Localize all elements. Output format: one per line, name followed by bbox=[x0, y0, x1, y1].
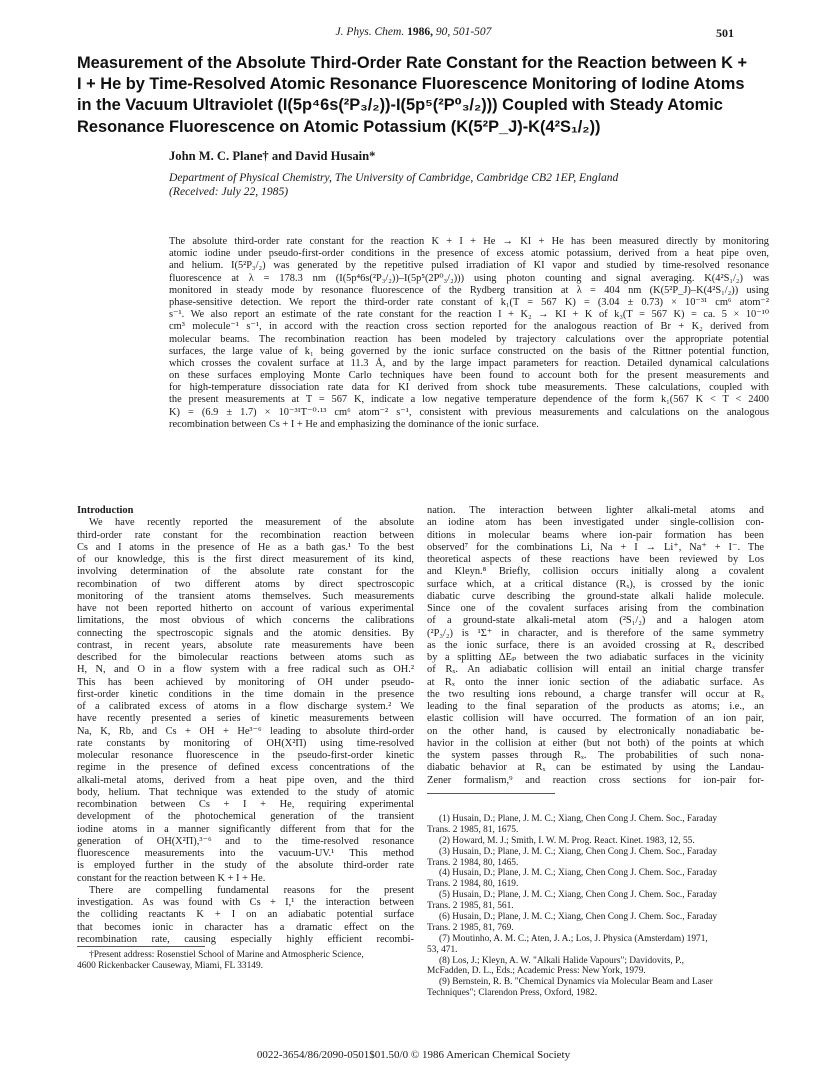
body-text-line: We have recently reported the measurement of the absolute bbox=[89, 517, 414, 529]
abstract-line: and helium. I(5²P₃/₂) was generated by the repetitive pulsed irradiation of KI vapor and studied by time-resolved resonance bbox=[169, 260, 769, 272]
body-text-line: limitations, the most obvious of which concerns the calibrations bbox=[77, 615, 414, 627]
body-text-line: have recently presented a series of kinetic measurements between bbox=[77, 713, 414, 725]
affiliation bbox=[169, 171, 769, 200]
body-text-line: recombination rate, causing especially highly efficient recombi- bbox=[77, 933, 414, 945]
body-text-line: as the ionic surface, there is an avoided crossing at Rₓ described bbox=[427, 639, 764, 651]
affiliation-line: Department of Physical Chemistry, The University of Cambridge, Cambridge CB2 1EP, England bbox=[169, 171, 619, 184]
article-title bbox=[77, 53, 767, 138]
body-text-line: have not been reported hitherto on account of various experimental bbox=[77, 603, 414, 614]
body-text-line: leading to the final separation of the products as atoms; i.e., an bbox=[427, 701, 764, 712]
body-text-line: alkali-metal atoms, derived from a heat pipe oven, and the third bbox=[77, 774, 414, 786]
references-list bbox=[427, 814, 764, 999]
abstract-line: monitored in steady mode by resonance fluorescence of the Rydberg transition at λ = 404 nm (K(5²P_J)–K(4²S₁/₂)) using bbox=[169, 284, 769, 296]
body-text-line: by a splitting ΔEₚ between the two adiabatic surfaces in the vicinity bbox=[427, 652, 764, 663]
body-text-line: iodine atoms in a manner significantly different from that for the bbox=[77, 823, 414, 835]
page-number: 501 bbox=[716, 26, 734, 40]
body-text-line: nation. The interaction between lighter alkali-metal atoms and bbox=[427, 505, 764, 516]
body-text-line: contrast, in recent years, absolute rate measurements have been bbox=[77, 639, 414, 651]
body-text-line: rate constants by monitoring of OH(X²Π) using time-resolved bbox=[77, 737, 414, 749]
body-text-line: Zener formalism,⁹ and reaction cross sections for ion-pair for- bbox=[427, 774, 764, 786]
body-text-line: of our knowledge, this is the first direct measurement of its kind, bbox=[77, 554, 414, 565]
body-text-line: diabatic behavior at Rₓ can be estimated by using the Landau- bbox=[427, 762, 764, 774]
body-text-line: development of the photochemical generation of the transient bbox=[77, 811, 414, 823]
body-text-line: is employed further in the study of the absolute third-order rate bbox=[77, 860, 414, 872]
abstract-line: The absolute third-order rate constant for the reaction K + I + He → KI + He has been measured directly by monitoring bbox=[169, 236, 769, 247]
reference-line: Trans. 2 1985, 81, 769. bbox=[427, 922, 514, 933]
body-text-line: This has been achieved by monitoring of OH under pseudo- bbox=[77, 676, 414, 688]
reference-line: (3) Husain, D.; Plane, J. M. C.; Xiang, Chen Cong J. Chem. Soc., Faraday bbox=[439, 846, 718, 857]
reference-line: (9) Bernstein, R. B. "Chemical Dynamics via Molecular Beam and Laser bbox=[439, 977, 713, 988]
body-text-line: regime in the presence of defined excess concentrations of the bbox=[77, 762, 414, 774]
body-text-line: on the other hand, is caused by electronically nonadiabatic be- bbox=[427, 725, 764, 737]
abstract bbox=[169, 236, 769, 431]
abstract-line: on these surfaces employing Monte Carlo techniques have been found to account both for the present measurements and bbox=[169, 370, 769, 382]
copyright-footer: 0022-3654/86/2090-0501$01.50/0 © 1986 American Chemical Society bbox=[256, 1049, 571, 1061]
body-text-line: the system passes through Rₓ. The probabilities of such nona- bbox=[427, 750, 764, 761]
abstract-line: fluorescence at λ = 178.3 nm (I(5p⁴6s(²P₃/₂))–I(5p⁵(2P⁰₃/₂))) using photon counting and signal averaging. K(4²S₁/₂) was bbox=[169, 272, 769, 284]
reference-line: Trans. 2 1985, 81, 561. bbox=[427, 901, 514, 912]
body-text-line: and Kleyn.⁸ Briefly, collision occurs initially along a covalent bbox=[427, 566, 764, 578]
footnote-rule-left bbox=[77, 946, 205, 947]
body-text-line: involving determination of the absolute rate constant for the bbox=[77, 566, 414, 578]
footnote-line: †Present address: Rosenstiel School of Marine and Atmospheric Science, bbox=[89, 950, 364, 960]
body-text-line: of a ground-state alkali-metal atom (²S₁/₂) and a halogen atom bbox=[427, 615, 764, 627]
body-text-line: H, N, and O in a flow system with a free radical such as OH.² bbox=[77, 664, 414, 676]
reference-line: Trans. 2 1984, 80, 1619. bbox=[427, 879, 519, 890]
body-text-line: recombination of two different atoms by direct spectroscopic bbox=[77, 578, 414, 590]
body-text-line: recombination between Cs + I + He, requiring experimental bbox=[77, 799, 414, 810]
body-text-line: the two resulting ions rebound, a charge transfer will occur at Rₓ bbox=[427, 688, 764, 700]
body-text-line: body, helium. That technique was extended to the study of atomic bbox=[77, 786, 414, 798]
journal-citation: J. Phys. Chem. 1986, 90, 501-507 bbox=[335, 26, 492, 38]
body-text-line: diabatic curve describing the ground-state alkali halide molecule. bbox=[427, 590, 764, 602]
abstract-line: for high-temperature dissociation rate data for KI derived from shock tube measurements. These calculations, coupled with bbox=[169, 382, 769, 394]
reference-line: (6) Husain, D.; Plane, J. M. C.; Xiang, Chen Cong J. Chem. Soc., Faraday bbox=[439, 912, 718, 923]
body-text-line: Cs and I atoms in the presence of He as a bath gas.¹ To the best bbox=[77, 541, 414, 553]
abstract-line: cm³ molecule⁻¹ s⁻¹, in accord with the reaction cross section reported for the analogous reaction of Br + K₂ derived from bbox=[169, 321, 769, 333]
left-column bbox=[77, 505, 414, 946]
reference-line: (2) Howard, M. J.; Smith, I. W. M. Prog. React. Kinet. 1983, 12, 55. bbox=[439, 835, 695, 846]
body-text-line: that becomes ionic in character has a dramatic effect on the bbox=[77, 921, 414, 933]
abstract-line: atomic iodine under pseudo-first-order conditions in the presence of excess atomic potassium, derived from a heat pipe oven, bbox=[169, 248, 769, 260]
title-line: Resonance Fluorescence on Atomic Potassium (K(5²P_J)-K(4²S₁/₂)) bbox=[77, 117, 601, 136]
reference-line: (1) Husain, D.; Plane, J. M. C.; Xiang, Chen Cong J. Chem. Soc., Faraday bbox=[439, 814, 718, 824]
body-text-line: of a calibrated excess of atoms in a flow discharge system.² We bbox=[77, 701, 414, 712]
reference-line: 53, 471. bbox=[427, 944, 458, 955]
reference-line: McFadden, D. L., Eds.; Academic Press: New York, 1979. bbox=[427, 966, 646, 977]
abstract-line: phase-sensitive detection. We report the third-order rate constant of k₁(T = 567 K) = (3.04 ± 0.73) × 10⁻³¹ cm⁶ atom⁻² bbox=[169, 296, 769, 308]
running-head bbox=[0, 26, 827, 42]
reference-line: Techniques"; Clarendon Press, Oxford, 1982. bbox=[427, 988, 598, 999]
body-text-line: molecular resonance fluorescence in the pseudo-first-order kinetic bbox=[77, 750, 414, 761]
right-column bbox=[427, 505, 764, 787]
title-line: I + He by Time-Resolved Atomic Resonance Fluorescence Monitoring of Iodine Atoms bbox=[77, 75, 745, 94]
abstract-line: the present measurements at T = 567 K, indicate a low negative temperature dependence of the form k₁(567 K < T < 2400 bbox=[169, 394, 769, 406]
body-text-line: Since one of the covalent surfaces arising from the combination bbox=[427, 603, 764, 614]
reference-line: (8) Los, J.; Kleyn, A. W. "Alkali Halide Vapours"; Davidovits, P., bbox=[439, 955, 684, 966]
body-text-line: ditions in molecular beams where ion-pair formation has been bbox=[427, 529, 764, 541]
body-text-line: at Rₓ onto the inner ionic section of the adiabatic surface. As bbox=[427, 676, 764, 688]
body-text-line: observed⁷ for the combinations Li, Na + I → Li⁺, Na⁺ + I⁻. The bbox=[427, 541, 764, 553]
body-text-line: the colliding reactants K + I on an adiabatic potential surface bbox=[77, 909, 414, 921]
reference-line: (5) Husain, D.; Plane, J. M. C.; Xiang, Chen Cong J. Chem. Soc., Faraday bbox=[439, 890, 718, 901]
body-text-line: There are compelling fundamental reasons for the present bbox=[89, 884, 414, 896]
body-text-line: Na, K, Rb, and Cs + OH + He³⁻⁶ leading to absolute third-order bbox=[77, 725, 414, 737]
title-line: Measurement of the Absolute Third-Order Rate Constant for the Reaction between K + bbox=[77, 54, 748, 72]
footnote-line: 4600 Rickenbacker Causeway, Miami, FL 33149. bbox=[77, 960, 263, 971]
body-text-line: havior in the collision at either (but not both) of the points at which bbox=[427, 737, 764, 749]
body-text-line: fluorescence measurements into the vacuum-UV.¹ This method bbox=[77, 848, 414, 859]
abstract-line: surfaces, the large value of k₁ being governed by the ionic surface constructed on the basis of the Rittner potential function, bbox=[169, 345, 769, 357]
body-text-line: investigation. As was found with Cs + I,¹ the interaction between bbox=[77, 897, 414, 908]
reference-line: (7) Moutinho, A. M. C.; Aten, J. A.; Los, J. Physica (Amsterdam) 1971, bbox=[439, 933, 708, 944]
body-text-line: first-order kinetic conditions in the time domain in the presence bbox=[77, 688, 414, 700]
authors: John M. C. Plane† and David Husain* bbox=[169, 149, 376, 163]
body-text-line: theoretical aspects of these reactions have been reviewed by Los bbox=[427, 554, 764, 565]
footnote-rule-right bbox=[427, 793, 555, 794]
body-text-line: surface which, at a critical distance (Rₓ), is crossed by the ionic bbox=[427, 578, 764, 590]
body-text-line: connecting the spectroscopic signals and the atomic densities. By bbox=[77, 627, 414, 639]
body-text-line: elastic collision will have occurred. The formation of an ion pair, bbox=[427, 713, 764, 725]
body-text-line: (²P₃/₂) is ¹Σ⁺ in character, and is therefore of the same symmetry bbox=[427, 627, 764, 639]
body-text-line: described for the bimolecular reactions between atoms such as bbox=[77, 652, 414, 663]
body-text-line: monitoring of the transient atoms themselves. Such measurements bbox=[77, 590, 414, 602]
present-address-footnote bbox=[77, 950, 414, 972]
body-text-line: constant for the reaction between K + I + He. bbox=[77, 872, 266, 884]
body-text-line: third-order rate constant for the recombination reaction between bbox=[77, 529, 414, 541]
received-date: (Received: July 22, 1985) bbox=[169, 185, 289, 199]
section-heading-introduction: Introduction bbox=[77, 505, 134, 516]
reference-line: Trans. 2 1985, 81, 1675. bbox=[427, 824, 519, 835]
abstract-line: recombination between Cs + I + He and emphasizing the dominance of the ionic surface. bbox=[169, 418, 539, 430]
abstract-line: which crosses the covalent surface at 11.3 Å, and by the large impact parameters for reaction. Detailed dynamical calculations bbox=[169, 357, 769, 369]
body-text-line: an iodine atom has been investigated under single-collision con- bbox=[427, 517, 764, 529]
reference-line: Trans. 2 1984, 80, 1465. bbox=[427, 857, 519, 868]
title-line: in the Vacuum Ultraviolet (I(5p⁴6s(²P₃/₂))-I(5p⁵(²P⁰₃/₂))) Coupled with Steady Atomic bbox=[77, 96, 723, 115]
abstract-line: K) = (6.9 ± 1.7) × 10⁻³¹T⁻⁰·¹³ cm⁶ atom⁻² s⁻¹, consistent with previous measurements and calculations on the analogous bbox=[169, 406, 769, 418]
body-text-line: of Rₓ. An adiabatic collision will entail an initial charge transfer bbox=[427, 664, 764, 676]
abstract-line: molecular beams. The recombination reaction has been modeled by trajectory calculations over the appropriate potential bbox=[169, 333, 769, 345]
abstract-line: s⁻¹. We also report an estimate of the rate constant for the reaction I + K₂ → KI + K of k₃(T = 567 K) = ca. 5 × 10⁻¹⁰ bbox=[169, 309, 769, 321]
body-text-line: generation of OH(X²Π),³⁻⁶ and to the time-resolved resonance bbox=[77, 835, 414, 847]
reference-line: (4) Husain, D.; Plane, J. M. C.; Xiang, Chen Cong J. Chem. Soc., Faraday bbox=[439, 868, 718, 879]
